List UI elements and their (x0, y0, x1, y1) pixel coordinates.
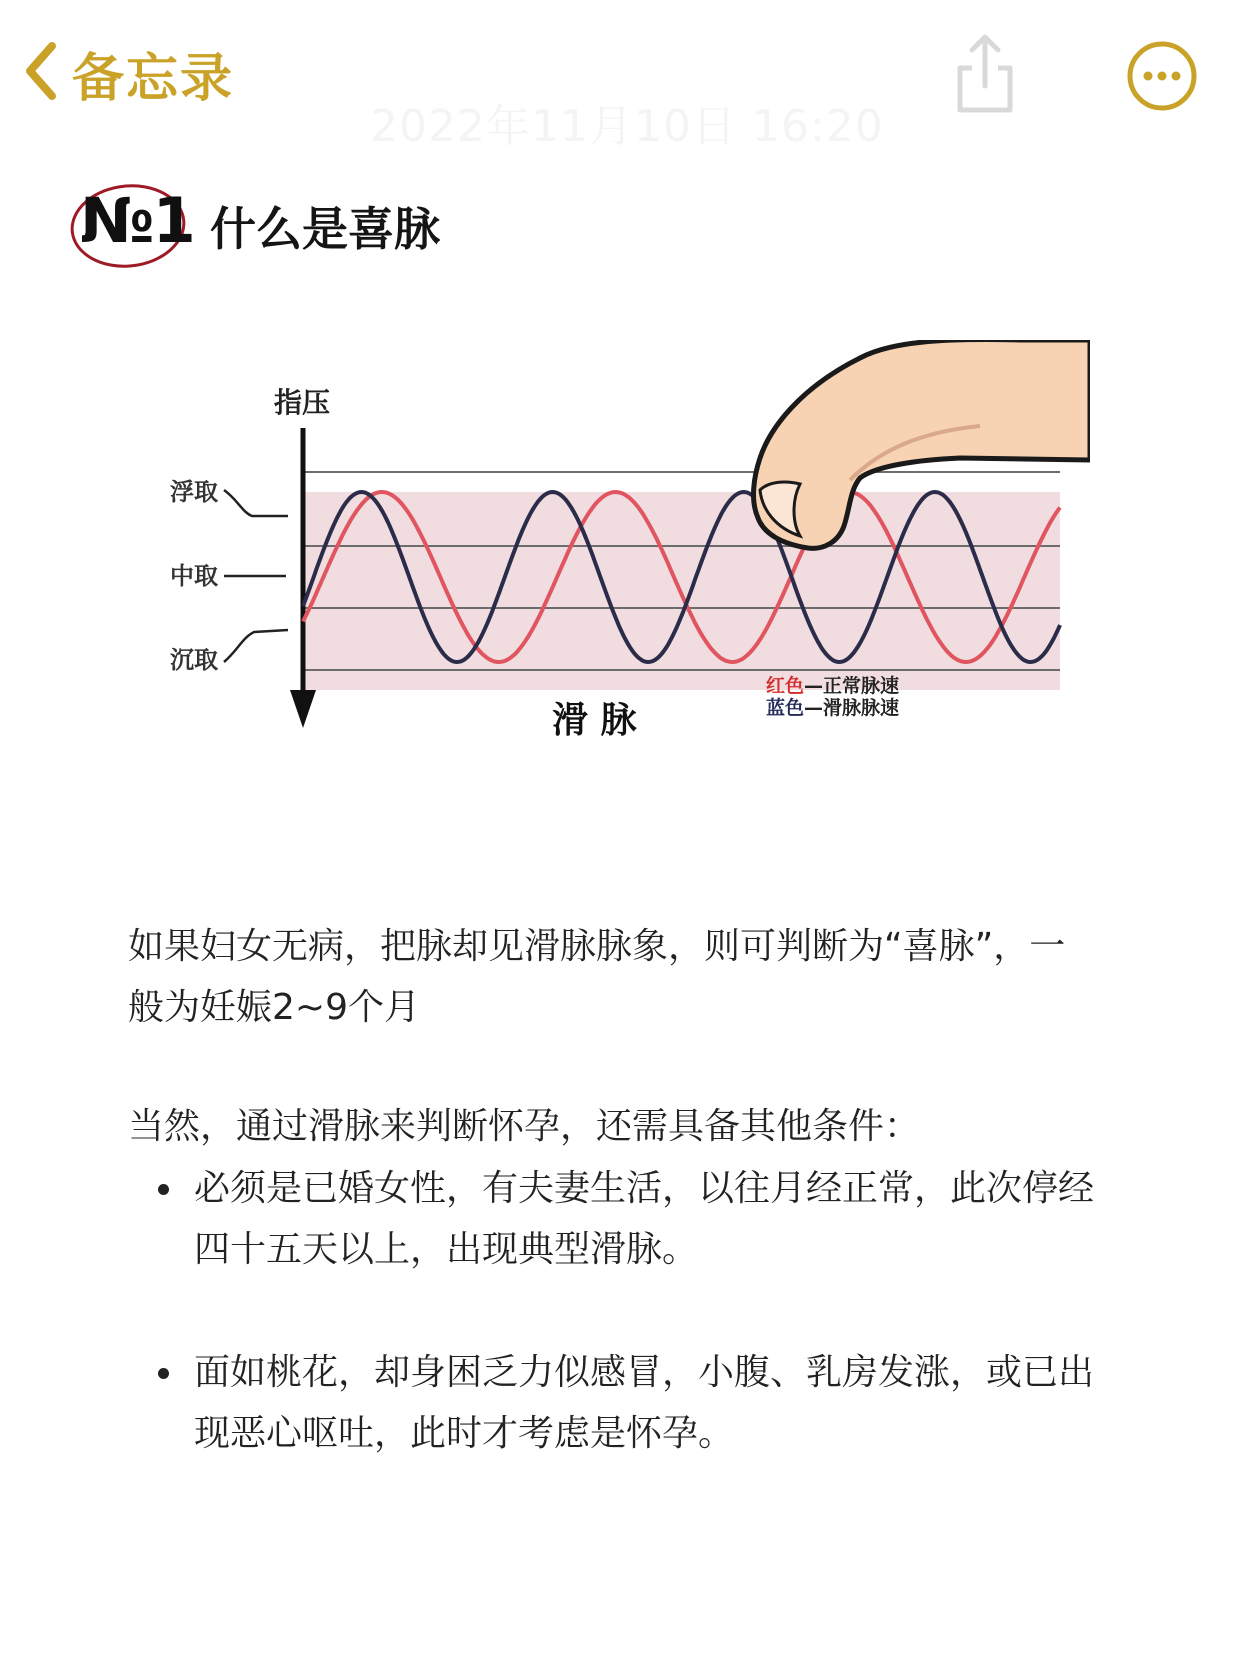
legend-item-normal: 红色—正常脉速 (766, 675, 900, 697)
axis-arrow (290, 690, 316, 728)
back-button[interactable] (22, 38, 234, 108)
chevron-left-icon (22, 40, 58, 106)
pulse-chart (160, 340, 1090, 810)
back-label: 备忘录 (72, 48, 235, 109)
chart-title: 滑 脉 (552, 700, 637, 741)
leader-float (224, 490, 288, 516)
legend-item-slippery: 蓝色—滑脉脉速 (766, 697, 900, 719)
share-icon (950, 32, 1020, 116)
leader-deep (224, 630, 288, 662)
list-item (128, 1342, 1108, 1464)
list-item-text: 面如桃花，却身困乏力似感冒，小腹、乳房发涨，或已出现恶心呕吐，此时才考虑是怀孕。 (194, 1352, 1095, 1454)
section-title: 什么是喜脉 (210, 202, 440, 256)
conditions-list (128, 1158, 1108, 1464)
bullet-icon (158, 1184, 169, 1195)
list-item-text: 必须是已婚女性，有夫妻生活，以往月经正常，此次停经四十五天以上，出现典型滑脉。 (194, 1168, 1095, 1270)
paragraph-conditions: 当然，通过滑脉来判断怀孕，还需具备其他条件： (128, 1106, 921, 1147)
bullet-icon (158, 1368, 169, 1379)
section-heading (68, 178, 440, 274)
chart-legend (766, 674, 899, 719)
axis-label: 指压 (274, 386, 331, 419)
more-button[interactable] (1126, 40, 1198, 112)
list-item (128, 1158, 1108, 1280)
note-date: 2022年11月10日 16:20 (370, 101, 884, 152)
share-button[interactable] (950, 32, 1020, 116)
number-badge (68, 178, 194, 274)
level-label-float: 浮取 (170, 478, 218, 506)
number-label: №1 (80, 184, 194, 257)
level-label-deep: 沉取 (170, 646, 218, 674)
level-label-mid: 中取 (170, 562, 218, 590)
more-icon (1126, 40, 1198, 112)
paragraph-intro: 如果妇女无病，把脉却见滑脉脉象，则可判断为“喜脉”，一般为妊娠2~9个月 (128, 926, 1066, 1028)
